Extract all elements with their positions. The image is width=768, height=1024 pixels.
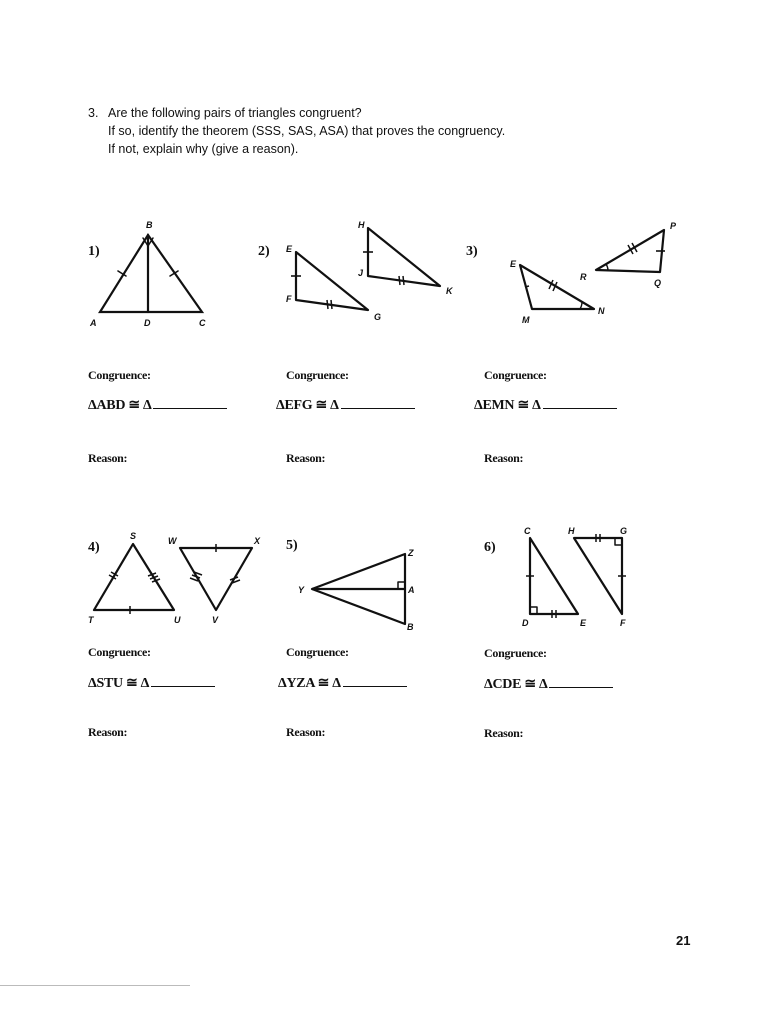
vertex-label-z: Z [408,548,414,558]
problem-1-reason-label: Reason: [88,451,128,465]
problem-4-congruence-label: Congruence: [88,645,151,659]
problem-2-label: 2) [258,244,270,259]
vertex-label-g: G [620,526,628,536]
page-number: 21 [676,933,691,948]
vertex-label-g: G [374,312,382,322]
bottom-rule [0,985,190,986]
vertex-label-t: T [88,615,94,625]
problem-4-answer-blank[interactable] [151,685,215,687]
question-line-3: If not, explain why (give a reason). [108,142,299,156]
triangle-efg [296,252,368,310]
triangle-hjk [368,228,440,286]
question-line-1: 3. Are the following pairs of triangles congruent? [88,106,362,120]
triangle-hgf [574,538,622,614]
problem-6-answer-blank[interactable] [549,686,613,688]
problem-6-congruence-label: Congruence: [484,646,547,660]
vertex-label-u: U [174,615,181,625]
problem-1-statement: ΔABD ≅ Δ [88,397,227,414]
problem-4-statement: ΔSTU ≅ Δ [88,675,215,692]
vertex-label-k: K [446,286,453,296]
problem-5-reason-label: Reason: [286,725,326,739]
problem-3-statement: ΔEMN ≅ Δ [474,397,617,414]
problem-1-answer-blank[interactable] [153,407,227,409]
vertex-label-x: X [254,536,261,546]
question-number: 3. [88,106,99,120]
vertex-label-y: Y [298,585,305,595]
vertex-label-d: D [522,618,529,628]
problem-3-label: 3) [466,244,478,259]
problem-5-answer-blank[interactable] [343,685,407,687]
problem-5-congruence-label: Congruence: [286,645,349,659]
vertex-label-h: H [568,526,575,536]
vertex-label-f: F [620,618,626,628]
problem-1-label: 1) [88,244,100,259]
problem-5-label: 5) [286,538,298,553]
question-instructions [88,104,505,158]
vertex-label-a: A [90,318,97,328]
problem-5-figure [290,540,430,635]
vertex-label-n: N [598,306,605,316]
vertex-label-a: A [408,585,415,595]
triangle-cde [530,538,578,614]
vertex-label-b: B [146,220,153,230]
problem-6-reason-label: Reason: [484,726,524,740]
vertex-label-d: D [144,318,151,328]
problem-4-figure [82,528,272,628]
vertex-label-e: E [286,244,293,254]
problem-3-answer-blank[interactable] [543,407,617,409]
vertex-label-q: Q [654,278,662,288]
problem-6-label: 6) [484,540,496,555]
problem-6-statement: ΔCDE ≅ Δ [484,676,613,693]
problem-2-figure [280,214,460,324]
triangle-abc [100,235,202,312]
problem-6-figure [516,524,636,629]
vertex-label-c: C [524,526,531,536]
vertex-label-v: V [212,615,219,625]
vertex-label-h: H [358,220,365,230]
vertex-label-p: P [670,221,677,231]
problem-3-congruence-label: Congruence: [484,368,547,382]
problem-2-congruence-label: Congruence: [286,368,349,382]
vertex-label-j: J [358,268,364,278]
problem-2-statement: ΔEFG ≅ Δ [276,397,415,414]
vertex-label-e: E [510,259,517,269]
problem-1-figure [82,215,222,330]
vertex-label-b: B [407,622,414,632]
vertex-label-f: F [286,294,292,304]
vertex-label-c: C [199,318,206,328]
vertex-label-e: E [580,618,587,628]
problem-5-statement: ΔYZA ≅ Δ [278,675,407,692]
question-line-2: If so, identify the theorem (SSS, SAS, ASA) that proves the congruency. [108,124,506,138]
problem-3-reason-label: Reason: [484,451,524,465]
vertex-label-m: M [522,315,530,325]
problem-4-reason-label: Reason: [88,725,128,739]
problem-4-label: 4) [88,540,100,555]
vertex-label-s: S [130,531,137,541]
problem-2-reason-label: Reason: [286,451,326,465]
triangle-stu [94,544,174,610]
problem-1-congruence-label: Congruence: [88,368,151,382]
problem-2-answer-blank[interactable] [341,407,415,409]
vertex-label-w: W [168,536,177,546]
vertex-label-r: R [580,272,587,282]
problem-3-figure [498,215,688,330]
